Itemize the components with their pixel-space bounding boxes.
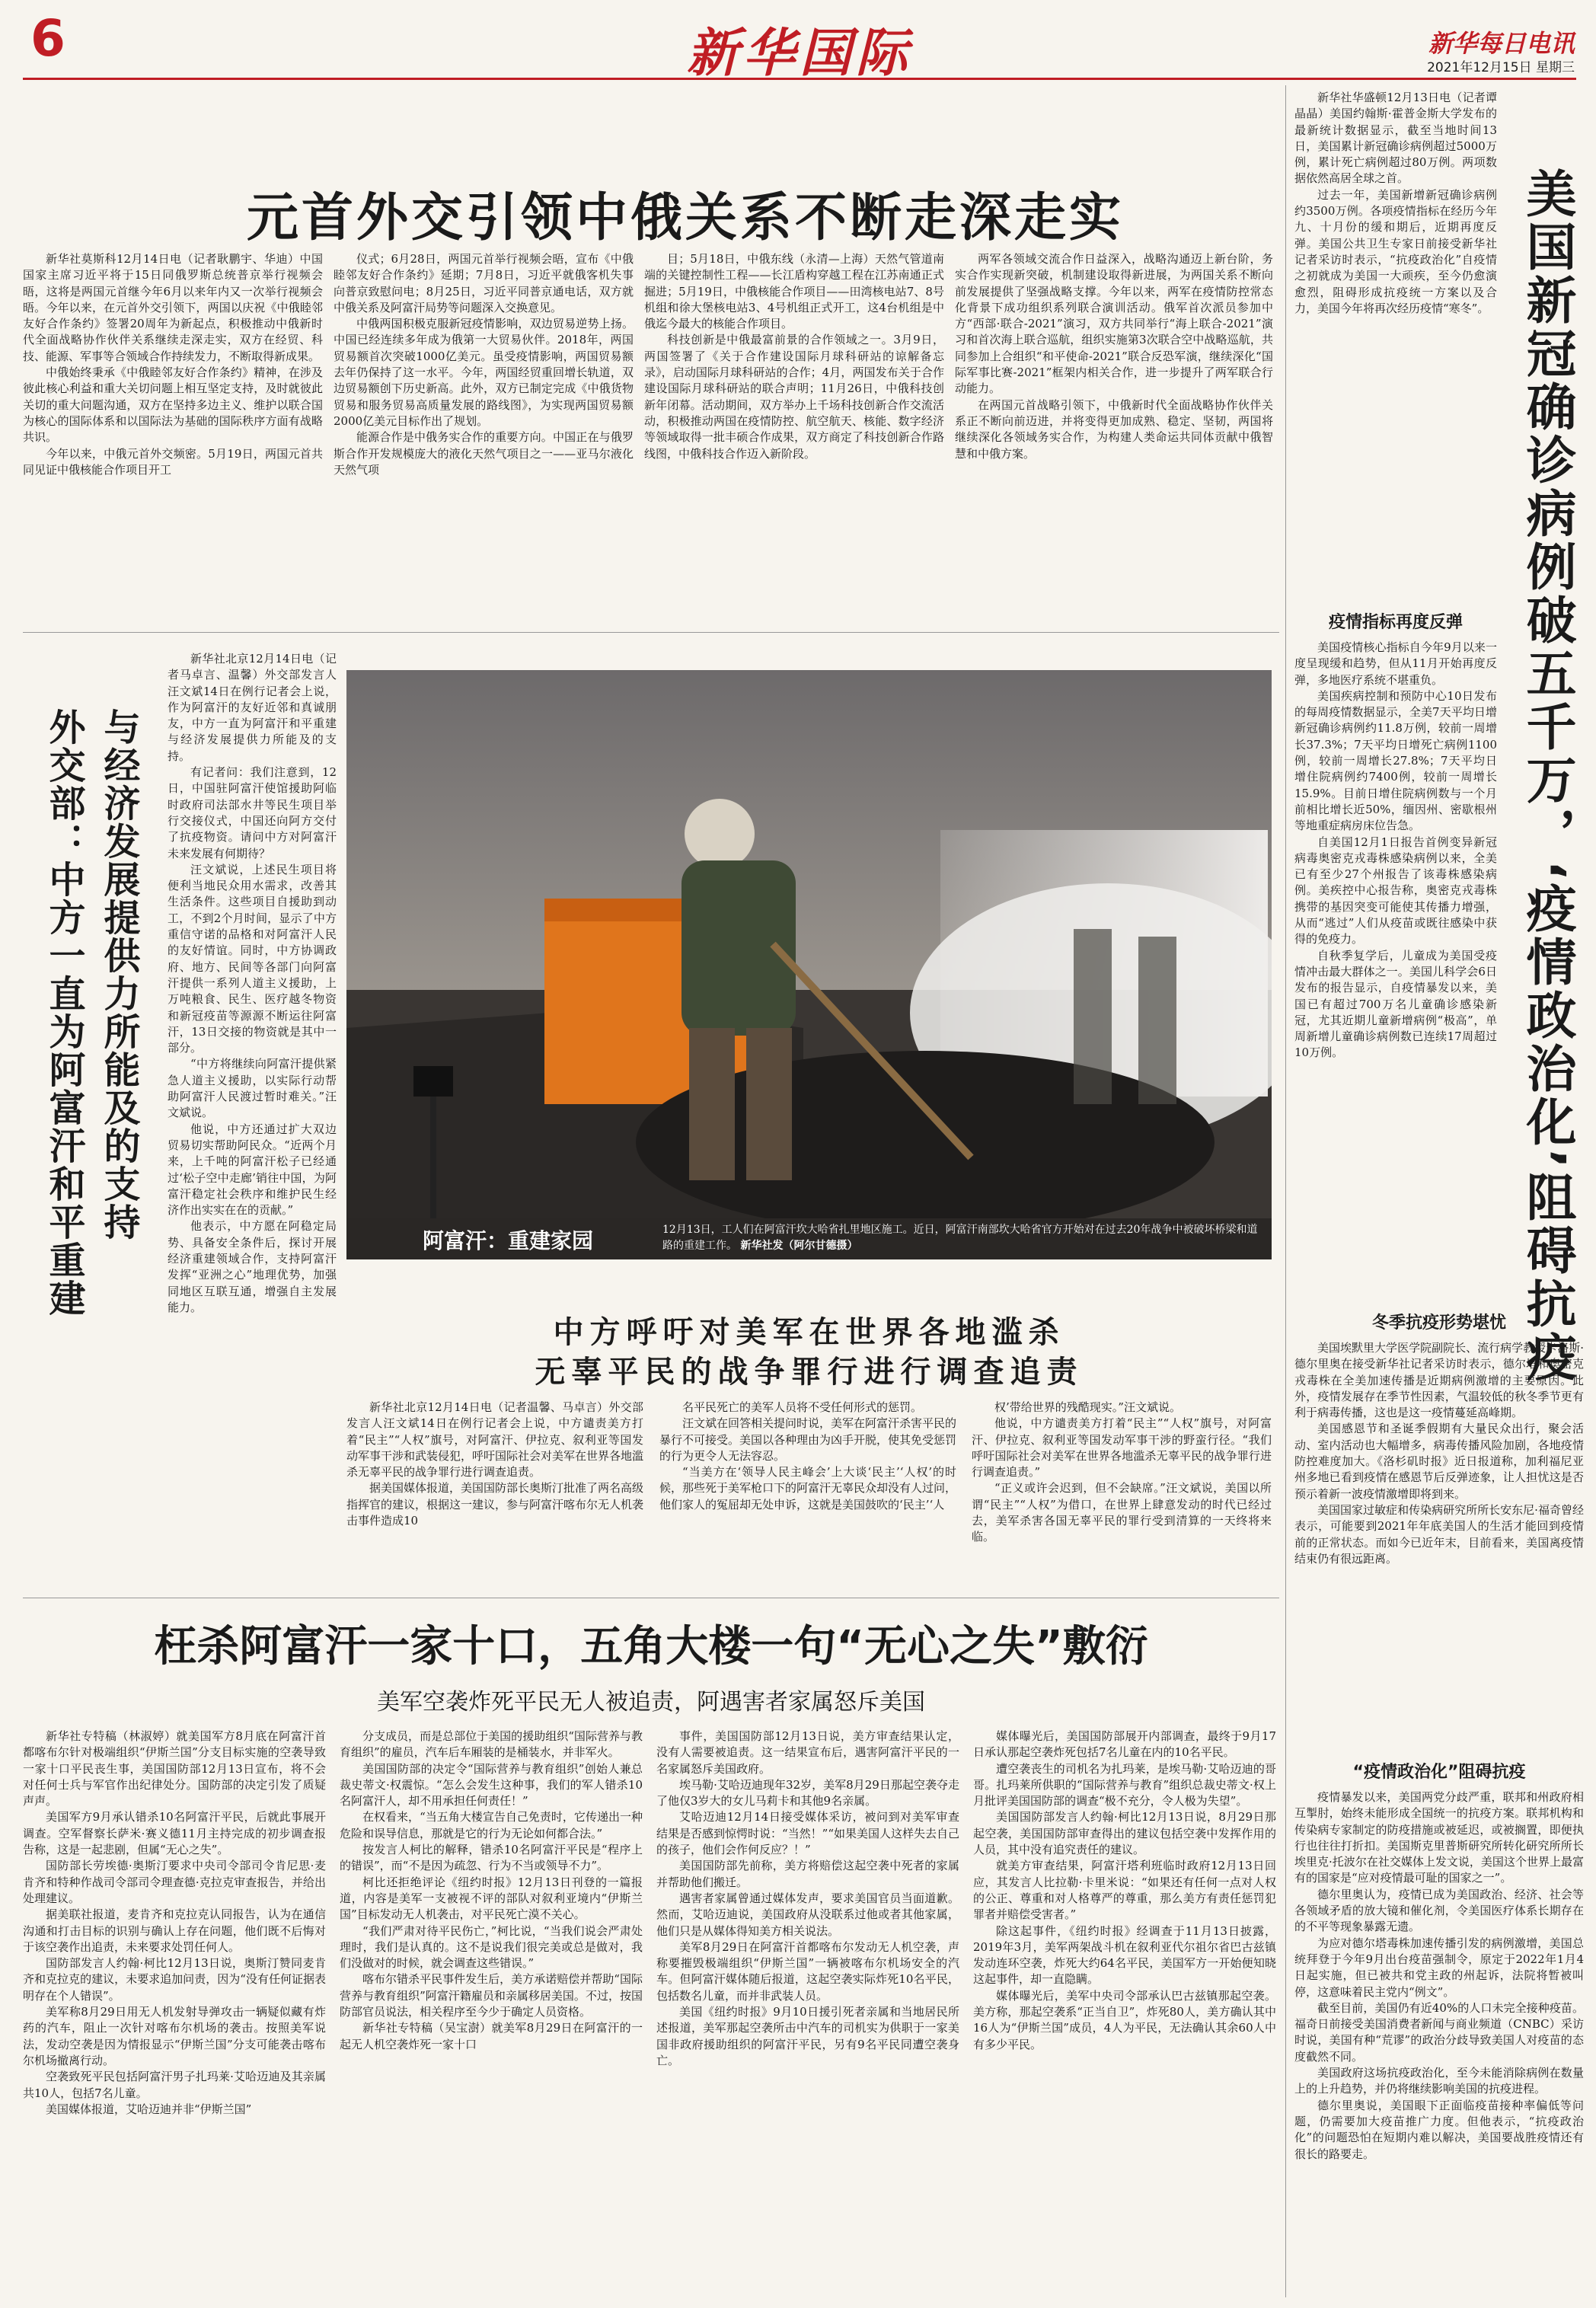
paragraph: 自秋季复学后，儿童成为美国受疫情冲击最大群体之一。美国儿科学会6日发布的报告显示，自疫情暴发以来，美国已有超过700万名儿童确诊感染新冠，尤其近期儿童新增病例“极高”，单周新增儿童确诊病例数已连续17周超过10万例。: [1294, 948, 1497, 1060]
paragraph: 据美国媒体报道，美国国防部长奥斯汀批准了两名高级指挥官的建议，根据这一建议，参与阿富汗喀布尔无人机袭击事件造成10: [346, 1481, 643, 1528]
paragraph: 新华社专特稿（吴宝澍）就美军8月29日在阿富汗的一起无人机空袭炸死一家十口: [340, 2021, 643, 2051]
page-number: 6: [30, 9, 65, 68]
paragraph: 媒体曝光后，美国国防部展开内部调查，最终于9月17日承认那起空袭炸死包括7名儿童在内的10名平民。: [973, 1729, 1276, 1760]
paragraph: 美国疾病控制和预防中心10日发布的每周疫情数据显示，全美7天平均日增新冠确诊病例约11.8万例，较前一周增长37.3%；7天平均日增死亡病例1100例，较前一周增长27.8%；7天平均日增住院病例约7400例，较前一周增长15.9%。目前日增住院病例数与一个月前相比增长近50%，缅因州、密歇根州等地重症病房床位告急。: [1294, 688, 1497, 833]
photo-title: 阿富汗：重建家园: [423, 1228, 594, 1253]
paragraph: 空袭致死平民包括阿富汗男子扎玛莱·艾哈迈迪及其亲属共10人，包括7名儿童。: [23, 2070, 326, 2100]
paragraph: 除这起事件，《纽约时报》经调查于11月13日披露，2019年3月，美军两架战斗机在叙利亚代尔祖尔省巴古兹镇发动连环空袭，炸死大约64名平民，美国军方一开始便知晓这起事件，却一直隐瞒。: [973, 1923, 1276, 1987]
paragraph: 为应对德尔塔毒株加速传播引发的病例激增，美国总统拜登于今年9月出台疫苗强制令，原定于2022年1月4日起实施，但已被共和党主政的州起诉，法院将暂被叫停，这意味着民主党内“例文”。: [1294, 1936, 1584, 1999]
paragraph: 新华社北京12月14日电（记者马卓言、温馨）外交部发言人汪文斌14日在例行记者会上说，作为阿富汗的友好近邻和真诚朋友，中方一直为阿富汗和平重建与经济发展提供力所能及的支持。: [168, 652, 337, 763]
paragraph: 汪文斌说，上述民生项目将便利当地民众用水需求，改善其生活条件。这些项目自援助到动工，不到2个月时间，显示了中方重信守诺的品格和对阿富汗人民的友好情谊。同时，中方协调政府、地方、民间等各部门向阿富汗提供一系列人道主义援助，上万吨粮食、民生、医疗越冬物资和新冠疫苗等源源不断运往阿富汗，13日交接的物资就是其中一部分。: [168, 862, 337, 1055]
paragraph: 新华社专特稿（林淑婷）就美国军方8月底在阿富汗首都喀布尔针对极端组织“伊斯兰国”分支目标实施的空袭导致一家十口平民丧生事，美国国防部12月13日宣布，将不会对任何士兵与军官作出纪律处分。国防部的决定引发了质疑声声。: [23, 1729, 326, 1808]
paragraph: 柯比还拒绝评论《纽约时报》12月13日刊登的一篇报道，内容是美军一支被视不评的部队对叙利亚境内“伊斯兰国”目标发动无人机袭击，对平民死亡漠不关心。: [340, 1875, 643, 1922]
paragraph: 事件，美国国防部12月13日说，美方审查结果认定，没有人需要被追责。这一结果宣布后，遇害阿富汗平民的一名家属怒斥美国政府。: [656, 1729, 959, 1776]
paragraph: 有记者问：我们注意到，12日，中国驻阿富汗使馆援助阿临时政府司法部水井等民生项目举行交接仪式，中国还向阿方交付了抗疫物资。请问中方对阿富汗未来发展有何期待？: [168, 765, 337, 860]
article4-col4: [973, 1729, 1276, 2296]
paragraph: 自美国12月1日报告首例变异新冠病毒奥密克戎毒株感染病例以来，全美已有至少27个州报告了该毒株感染病例。美疾控中心报告称，奥密克戎毒株携带的基因突变可能使其传播力增强，从而“逃过”人们从疫苗或既往感染中获得的免疫力。: [1294, 835, 1497, 947]
article1-col2: [334, 251, 634, 621]
article2-body: [23, 651, 337, 1588]
article3-col1: [346, 1400, 643, 1590]
paragraph: 国防部发言人约翰·柯比12月13日说，奥斯汀赞同麦肯齐和克拉克的建议，未要求追加问责，因为“没有任何证据表明存在个人错误”。: [23, 1956, 326, 2003]
paragraph: 美国《纽约时报》9月10日援引死者亲属和当地居民所述报道，美军那起空袭所击中汽车的司机实为供职于一家美国非政府援助组织的阿富汗平民，另有9名平民同遭空袭身亡。: [656, 2005, 959, 2067]
photo-caption-text: 12月13日，工人们在阿富汗坎大哈省扎里地区施工。近日，阿富汗南部坎大哈省官方开始对在过去20年战争中被破坏桥梁和道路的重建工作。: [662, 1224, 1258, 1252]
article5-subheading-2: 冬季抗疫形势堪忧: [1371, 1314, 1506, 1333]
paragraph: 中俄始终秉承《中俄睦邻友好合作条约》精神，在涉及彼此核心利益和重大关切问题上相互坚定支持，及时就彼此关切的重大问题沟通，双方在坚持多边主义、维护以联合国为核心的国际体系和以国际法为基础的国际秩序方面有战略共识。: [23, 366, 323, 445]
paragraph: 美国国防部的决定令“国际营养与教育组织”创始人兼总裁史蒂文·权震惊。“怎么会发生这种事，我们的军人错杀10名阿富汗人，却不用承担任何责任！”: [340, 1761, 643, 1808]
paragraph: 德尔里奥说，美国眼下正面临疫苗接种率偏低等问题，仍需要加大疫苗推广力度。但他表示，“抗疫政治化”的问题恐怕在短期内难以解决，美国要战胜疫情还有很长的路要走。: [1294, 2098, 1584, 2161]
paragraph: 科技创新是中俄最富前景的合作领域之一。3月9日，两国签署了《关于合作建设国际月球科研站的谅解备忘录》，启动国际月球科研站的合作；4月，两国发布关于合作建设国际月球科研站的联合声明；11月26日，中俄科技创新年闭幕。活动期间，双方举办上千场科技创新合作交流活动，积极推动两国在疫情防控、航空航天、核能、数字经济等领域取得一批丰硕合作成果，双方商定了科技创新合作路线图，中俄科技合作迈入新阶段。: [644, 333, 944, 461]
article5-subheading-1: 疫情指标再度反弹: [1328, 613, 1463, 632]
paragraph: 美国政府这场抗疫政治化，至今未能消除病例在数量上的上升趋势，并仍将继续影响美国的抗疫进程。: [1294, 2066, 1584, 2096]
paragraph: 美国媒体报道，艾哈迈迪并非“伊斯兰国”: [46, 2102, 252, 2116]
article3-headline-2: 无辜平民的战争罪行进行调查追责: [535, 1355, 1084, 1390]
article4-col1: [23, 1729, 326, 2296]
article5-section1: [1294, 640, 1497, 1269]
paragraph: 美国疫情核心指标自今年9月以来一度呈现缓和趋势，但从11月开始再度反弹，多地医疗系统不堪重负。: [1294, 640, 1497, 687]
paragraph: 遇害者家属曾通过媒体发声，要求美国官员当面道歉。然而，艾哈迈迪说，美国政府从没联系过他或者其他家属，他们只是从媒体得知美方相关说法。: [656, 1891, 959, 1938]
paragraph: 新华社北京12月14日电（记者温馨、马卓言）外交部发言人汪文斌14日在例行记者会上说，中方谴责美方打着“民主”“人权”旗号，对阿富汗、伊拉克、叙利亚等国发动军事干涉和武装侵犯，呼吁国际社会对美军在世界各地滥杀无辜平民的战争罪行进行调查追责。: [346, 1400, 643, 1480]
article1-col4: [955, 251, 1273, 621]
paragraph: 他表示，中方愿在阿稳定局势、具备安全条件后，探讨开展经济重建领域合作，支持阿富汗发挥“亚洲之心”地理优势，加强同地区互联互通，增强自主发展能力。: [168, 1219, 337, 1314]
article3-col2: [659, 1400, 956, 1590]
photo-caption: [662, 1222, 1264, 1254]
paragraph: 美国国防部先前称，美方将赔偿这起空袭中死者的家属并帮助他们搬迁。: [656, 1859, 959, 1889]
article5-intro: [1294, 90, 1497, 599]
article5-section2: [1294, 1340, 1584, 1751]
masthead-rule: [23, 78, 1576, 80]
paragraph: 德尔里奥认为，疫情已成为美国政治、经济、社会等各领域矛盾的放大镜和催化剂，令美国医疗体系长期存在的不平等现象暴露无遗。: [1294, 1887, 1584, 1934]
paragraph: 遭空袭丧生的司机名为扎玛莱，是埃马勒·艾哈迈迪的哥哥。扎玛莱所供职的“国际营养与教育”组织总裁史蒂文·权上月批评美国国防部的调查“极不充分，令人极为失望”。: [973, 1761, 1276, 1808]
article4-col2: [340, 1729, 643, 2296]
paragraph: 美国感恩节和圣诞季假期有大量民众出行，聚会活动、室内活动也大幅增多，病毒传播风险加剧，各地疫情防控难度加大。《洛杉矶时报》近日报道称，加利福尼亚州多地已看到疫情在感恩节后反弹迹象，让人担忧这是否预示着新一波疫情激增即将到来。: [1294, 1422, 1584, 1501]
article5-subheading-3: “疫情政治化”阻碍抗疫: [1352, 1763, 1526, 1782]
paragraph: “中方将继续向阿富汗提供紧急人道主义援助，以实际行动帮助阿富汗人民渡过暂时难关。”汪文斌说。: [168, 1057, 337, 1120]
paragraph: 在权看来，“当五角大楼宣告自己免责时，它传递出一种危险和误导信息，那就是它的行为无论如何都合法。”: [340, 1810, 643, 1840]
paragraph: 埃马勒·艾哈迈迪现年32岁，美军8月29日那起空袭夺走了他仅3岁大的女儿马莉卡和其他9名亲属。: [656, 1777, 959, 1808]
article1-col1: [23, 251, 323, 621]
paragraph: 艾哈迈迪12月14日接受媒体采访，被问到对美军审查结果是否感到惊愕时说：“当然！”“如果美国人这样失去自己的孩子，他们会作何反应？！”: [656, 1810, 959, 1857]
paragraph: 据美联社报道，麦肯齐和克拉克认同报告，认为在通信沟通和打击目标的识别与确认上存在问题，他们既不后悔对于该空袭作出追责，未来要求处罚任何人。: [23, 1907, 326, 1954]
paragraph: 两军各领域交流合作日益深入，战略沟通迈上新台阶，务实合作实现新突破，机制建设取得新进展，为两国关系不断向前发展提供了坚强战略支撑。今年以来，两军在疫情防控常态化背景下成功组织系列联合演训活动。俄军首次派员参加中方“西部·联合-2021”演习，双方共同举行“海上联合-2021”演习和首次海上联合巡航，组织实施第3次联合空中战略巡航，共同参加上合组织“和平使命-2021”联合反恐军演，继续深化“国际军事比赛-2021”框架内相关合作，进一步提升了两军联合行动能力。: [955, 252, 1273, 396]
paper-name: 新华每日电讯: [1428, 29, 1575, 58]
article1-headline: 元首外交引领中俄关系不断走深走实: [246, 188, 1124, 248]
news-photo: [346, 670, 1272, 1259]
article4-col3: [656, 1729, 959, 2296]
paragraph: 美国国家过敏症和传染病研究所所长安东尼·福奇曾经表示，可能要到2021年年底美国人的生活才能回到疫情前的正常状态。而如今已近年末，目前看来，美国离疫情结束仍有很远距离。: [1294, 1502, 1584, 1566]
paragraph: 汪文斌在回答相关提问时说，美军在阿富汗杀害平民的暴行不可接受。美国以各种理由为凶手开脱，使其免受惩罚的行为更令人无法容忍。: [659, 1416, 956, 1463]
paragraph: 美军称8月29日用无人机发射导弹攻击一辆疑似藏有炸药的汽车，阻止一次针对喀布尔机场的袭击。按照美军说法，发动空袭是因为情报显示“伊斯兰国”分支可能袭击喀布尔机场撤离行动。: [23, 2005, 326, 2067]
article4-headline: 枉杀阿富汗一家十口，五角大楼一句“无心之失”敷衍: [154, 1622, 1148, 1671]
paragraph: 截至目前，美国仍有近40%的人口未完全接种疫苗。福奇日前接受美国消费者新闻与商业频道（CNBC）采访时说，美国有种“荒谬”的政治分歧导致美国人对疫苗的态度截然不同。: [1294, 2000, 1584, 2064]
paragraph: 分支成员，而是总部位于美国的援助组织“国际营养与教育组织”的雇员，汽车后车厢装的是桶装水，并非军火。: [340, 1729, 643, 1760]
article2-headline-a: 外交部：中方一直为阿富汗和平重建: [43, 708, 85, 1317]
paragraph: 美国军方9月承认错杀10名阿富汗平民，后就此事展开调查。空军督察长萨米·赛义德11月主持完成的初步调查报告称，这是一起悲剧，但属“无心之失”。: [23, 1810, 326, 1857]
paragraph: 名平民死亡的美军人员将不受任何形式的惩罚。: [682, 1400, 923, 1414]
paragraph: “我们严肃对待平民伤亡，”柯比说，“当我们说会严肃处理时，我们是认真的。这不是说我们很完美或总是做对，我们没做对的时候，就会调查这些错误。”: [340, 1923, 643, 1971]
paragraph: 今年以来，中俄元首外交频密。5月19日，两国元首共同见证中俄核能合作项目开工: [23, 446, 323, 477]
article4-subheadline: 美军空袭炸死平民无人被追责，阿遇害者家属怒斥美国: [377, 1689, 925, 1716]
paragraph: 就美方审查结果，阿富汗塔利班临时政府12月13日回应，其发言人比拉勒·卡里米说：“如果还有任何一点对人权的公正、尊重和对人格尊严的尊重，那么美方有责任惩罚犯罪者并赔偿受害者。”: [973, 1859, 1276, 1922]
paragraph: 媒体曝光后，美军中央司令部承认巴古兹镇那起空袭。美方称，那起空袭系“正当自卫”，炸死80人，美方确认其中16人为“伊斯兰国”成员，4人为平民，无法确认其余60人中有多少平民。: [973, 1988, 1276, 2051]
paragraph: 美军8月29日在阿富汗首都喀布尔发动无人机空袭，声称要摧毁极端组织“伊斯兰国”一辆被喀布尔机场安全的汽车。但阿富汗媒体随后报道，这起空袭实际炸死10名平民，包括数名儿童，而并非武装人员。: [656, 1939, 959, 2003]
paragraph: 过去一年，美国新增新冠确诊病例约3500万例。各项疫情指标在经历今年九、十月份的缓和期后，近期再度反弹。美国公共卫生专家日前接受新华社记者采访时表示，“抗疫政治化”自疫情之初就成为美国一大顽疾，至今仍愈演愈烈，阻碍形成抗疫统一方案以及合力，美国今年将再次经历疫情“寒冬”。: [1294, 187, 1497, 315]
paragraph: 美国国防部发言人约翰·柯比12月13日说，8月29日那起空袭，美国国防部审查得出的建议包括空袭中发挥作用的人员，其中没有追究责任的建议。: [973, 1810, 1276, 1857]
paragraph: 他说，中方谴责美方打着“民主”“人权”旗号，对阿富汗、伊拉克、叙利亚等国发动军事干涉的野蛮行径。“我们呼吁国际社会对美军在世界各地滥杀无辜平民的战争罪行进行调查追责。”: [972, 1416, 1272, 1480]
paragraph: 疫情暴发以来，美国两党分歧严重，联邦和州政府相互掣肘，始终未能形成全国统一的抗疫方案。联邦机构和传染病专家制定的防疫措施或被延迟，或被搁置，即便执行也往往打折扣。美国斯克里普斯研究所转化研究所所长埃里克·托波尔在社交媒体上发文说，美国这个世界上最富有的国家是“应对疫情最可耻的国家之一”。: [1294, 1790, 1584, 1885]
paragraph: 仪式；6月28日，两国元首举行视频会晤，宣布《中俄睦邻友好合作条约》延期；7月8日，习近平就俄客机失事向普京致慰问电；8月25日，习近平同普京通电话，双方就中俄关系及阿富汗局势等问题深入交换意见。: [334, 252, 634, 314]
article2-headline-b: 与经济发展提供力所能及的支持: [97, 708, 140, 1241]
photo-credit: 新华社发（阿尔甘德摄）: [740, 1240, 858, 1252]
article3-col3: [972, 1400, 1272, 1590]
paragraph: 国防部长劳埃德·奥斯汀要求中央司令部司令肯尼思·麦肯齐和特种作战司令部司令理查德·克拉克审查报告，并给出处理建议。: [23, 1859, 326, 1905]
paragraph: 喀布尔错杀平民事件发生后，美方承诺赔偿并帮助“国际营养与教育组织”阿富汗籍雇员和亲属移居美国。不过，按国防部官员说法，相关程序至今少于确定人员资格。: [340, 1972, 643, 2019]
paragraph: 他说，中方还通过扩大双边贸易切实帮助阿民众。“近两个月来，上千吨的阿富汗松子已经通过‘松子空中走廊’销往中国，为阿富汗稳定社会秩序和维护民生经济作出实实在在的贡献。”: [168, 1122, 337, 1218]
column-divider: [1285, 85, 1286, 2297]
paragraph: 中俄两国积极克服新冠疫情影响，双边贸易逆势上扬。中国已经连续多年成为俄第一大贸易伙伴。2018年，两国贸易额首次突破1000亿美元。虽受疫情影响，两国贸易额去年仍保持了这一水平。今年，两国经贸重回增长轨道，双边贸易额创下历史新高。此外，双方已制定完成《中俄货物贸易和服务贸易高质量发展的路线图》，为实现两国贸易额2000亿美元目标作出了规划。: [334, 317, 634, 428]
divider: [23, 632, 1279, 633]
issue-date: 2021年12月15日 星期三: [1427, 60, 1575, 75]
paragraph: “正义或许会迟到，但不会缺席。”汪文斌说，美国以所谓“民主”“人权”为借口，在世界上肆意发动的时代已经过去，美军杀害各国无辜平民的罪行受到清算的一天终将来临。: [972, 1481, 1272, 1544]
paragraph: 新华社莫斯科12月14日电（记者耿鹏宇、华迪）中国国家主席习近平将于15日同俄罗斯总统普京举行视频会晤，这将是两国元首继今年6月以来年内又一次举行视频会晤。今年以来，在元首外交引领下，两国以庆祝《中俄睦邻友好合作条约》签署20周年为新起点，积极推动中俄新时代全面战略协作伙伴关系继续走深走实，双方在经贸、科技、能源、军事等合领域合作持续发力，不断取得新成果。: [23, 252, 323, 363]
article5-section3: [1294, 1789, 1584, 2296]
construction-photo-image: [346, 670, 1272, 1259]
article1-col3: [644, 251, 944, 621]
article5-headline: 美国新冠确诊病例破五千万，‘疫情政治化’阻碍抗疫: [1518, 168, 1576, 1385]
paragraph: 新华社华盛顿12月13日电（记者谭晶晶）美国约翰斯·霍普金斯大学发布的最新统计数据显示，截至当地时间13日，美国累计新冠确诊病例超过5000万例，累计死亡病例超过80万例。两项数据依然高居全球之首。: [1294, 91, 1497, 186]
paragraph: 在两国元首战略引领下，中俄新时代全面战略协作伙伴关系正不断向前迈进，并将变得更加成熟、稳定、坚韧，两国将继续深化各领域务实合作，为构建人类命运共同体贡献中俄智慧和中俄方案。: [955, 397, 1273, 461]
paragraph: 美国埃默里大学医学院副院长、流行病学教授卡洛斯·德尔里奥在接受新华社记者采访时表示，德尔塔和奥密克戎毒株在全美加速传播是近期病例激增的主要原因。此外，疫情发展存在季节性因素，气温较低的秋冬季节更有利于病毒传播，这也是这一疫情蔓延高峰期。: [1294, 1341, 1584, 1420]
paragraph: 目；5月18日，中俄东线（永清—上海）天然气管道南端的关键控制性工程——长江盾构穿越工程在江苏南通正式掘进；5月19日，中俄核能合作项目——田湾核电站7、8号机组和徐大堡核电站3、4号机组正式开工，这4台机组是中俄迄今最大的核能合作项目。: [644, 252, 944, 331]
paragraph: 能源合作是中俄务实合作的重要方向。中国正在与俄罗斯合作开发规模庞大的液化天然气项目之一——亚马尔液化天然气项: [334, 430, 634, 477]
paragraph: 权’带给世界的残酷现实。”汪文斌说。: [994, 1400, 1181, 1414]
article3-headline-1: 中方呼吁对美军在世界各地滥杀: [553, 1315, 1065, 1350]
paragraph: “当美方在‘领导人民主峰会’上大谈‘民主’‘人权’的时候，那些死于美军枪口下的阿富汗无辜民众却没有人过问，他们家人的冤屈却无处申诉，这就是美国鼓吹的‘民主’‘人: [659, 1465, 956, 1512]
paragraph: 按发言人柯比的解释，错杀10名阿富汗平民是“程序上的错误”，而“不是因为疏忽、行为不当或领导不力”。: [340, 1843, 643, 1873]
section-title: 新华国际: [686, 23, 912, 84]
